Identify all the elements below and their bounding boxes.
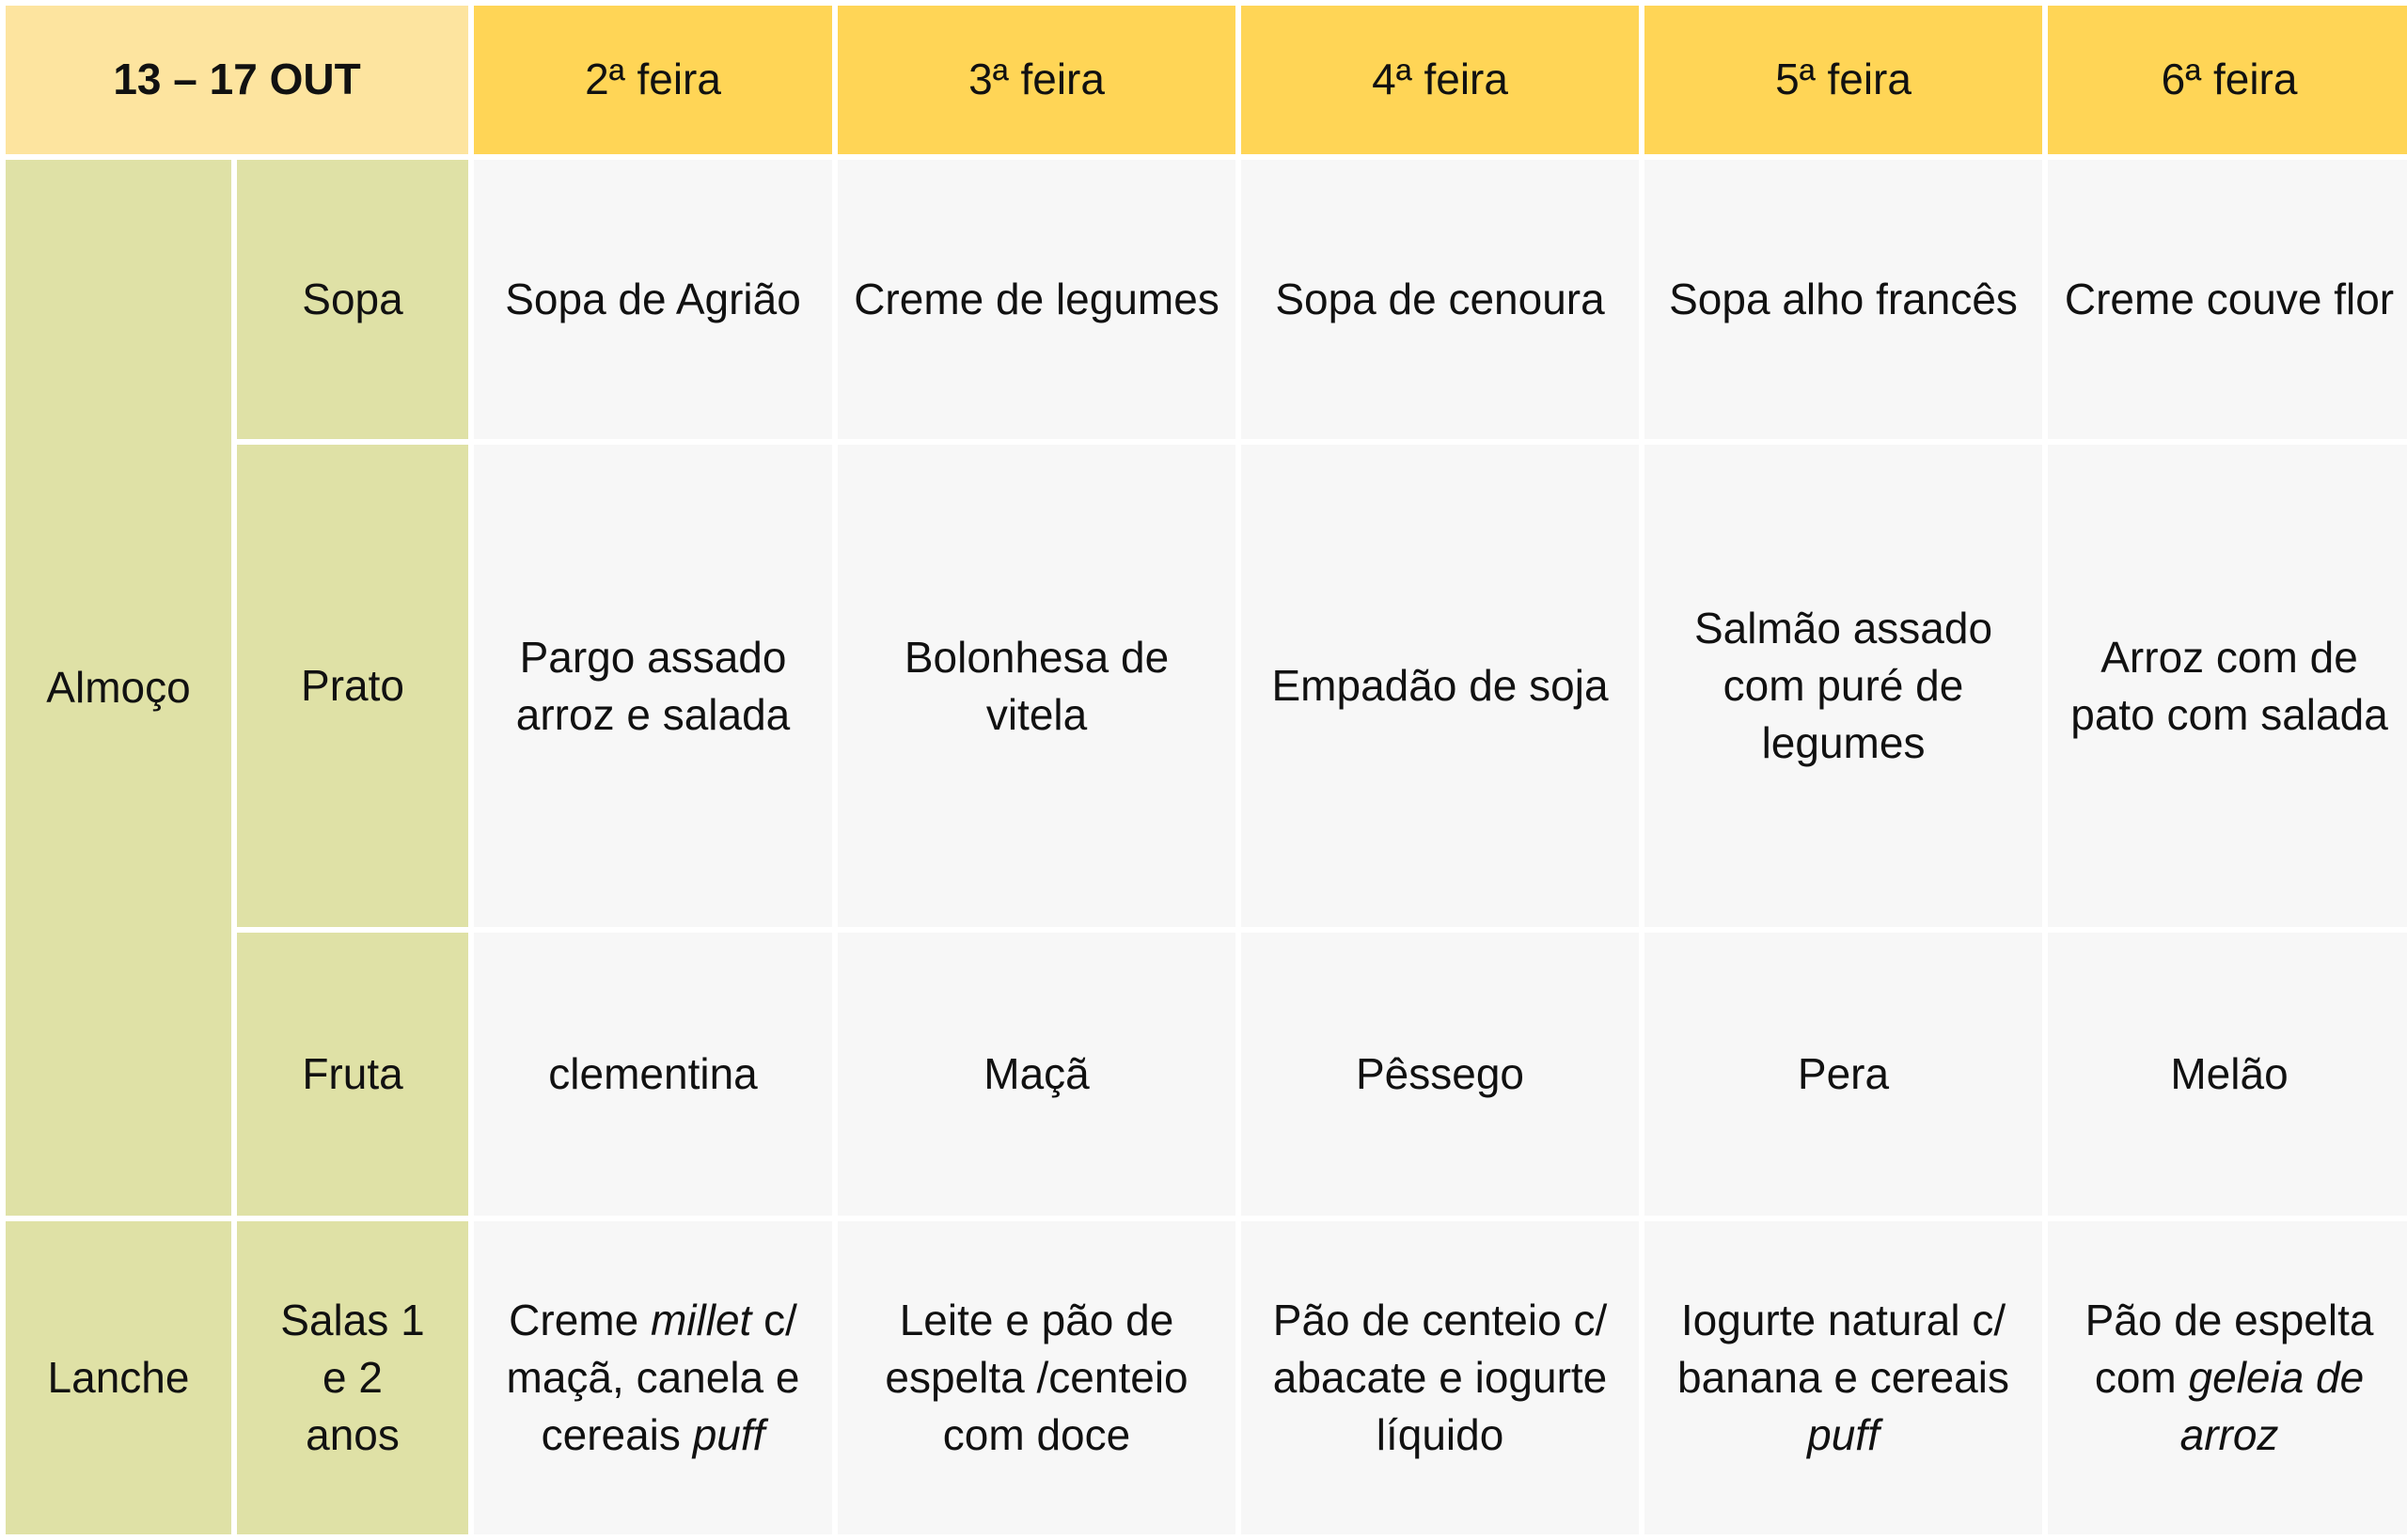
row-label-fruta: Fruta [237, 933, 468, 1217]
section-label-almoco: Almoço [6, 160, 231, 1217]
section-label-lanche: Lanche [6, 1221, 231, 1534]
prato-cell-friday: Arroz com de pato com salada [2048, 445, 2407, 927]
row-label-sopa: Sopa [237, 160, 468, 439]
day-header-monday: 2ª feira [474, 6, 832, 154]
fruta-cell-wednesday: Pêssego [1241, 933, 1639, 1217]
prato-cell-monday: Pargo assado arroz e salada [474, 445, 832, 927]
fruta-cell-tuesday: Maçã [838, 933, 1235, 1217]
lanche-cell-thursday [1644, 1221, 2042, 1534]
fruta-cell-thursday: Pera [1644, 933, 2042, 1217]
sopa-cell-wednesday: Sopa de cenoura [1241, 160, 1639, 439]
lanche-cell-wednesday [1241, 1221, 1639, 1534]
fruta-row [6, 933, 2407, 1217]
lanche-monday-italic-1: millet [650, 1296, 752, 1345]
header-row [6, 6, 2407, 154]
row-label-salas-text: Salas 1 e 2 anos [280, 1296, 425, 1460]
day-header-tuesday: 3ª feira [838, 6, 1235, 154]
lanche-monday-italic-2: puff [692, 1410, 765, 1460]
sopa-cell-tuesday: Creme de legumes [838, 160, 1235, 439]
prato-row [6, 445, 2407, 927]
lanche-wednesday-text: Pão de centeio c/ abacate e iogurte líquido [1272, 1296, 1608, 1460]
lanche-cell-monday [474, 1221, 832, 1534]
lanche-cell-friday [2048, 1221, 2407, 1534]
prato-cell-tuesday: Bolonhesa de vitela [838, 445, 1235, 927]
day-header-thursday: 5ª feira [1644, 6, 2042, 154]
sopa-cell-monday: Sopa de Agrião [474, 160, 832, 439]
sopa-row [6, 160, 2407, 439]
lanche-tuesday-text: Leite e pão de espelta /centeio com doce [885, 1296, 1188, 1460]
lanche-friday-text: Pão de espelta com [2084, 1296, 2374, 1403]
row-label-prato: Prato [237, 445, 468, 927]
lanche-monday-text-1: Creme [509, 1296, 651, 1345]
fruta-cell-monday: clementina [474, 933, 832, 1217]
lanche-thursday-italic: puff [1807, 1410, 1880, 1460]
lanche-friday-italic: geleia de arroz [2179, 1353, 2365, 1460]
day-header-friday: 6ª feira [2048, 6, 2407, 154]
lanche-cell-tuesday [838, 1221, 1235, 1534]
fruta-cell-friday: Melão [2048, 933, 2407, 1217]
lanche-row [6, 1221, 2407, 1534]
row-label-salas [237, 1221, 468, 1534]
sopa-cell-thursday: Sopa alho francês [1644, 160, 2042, 439]
lanche-thursday-text: Iogurte natural c/ banana e cereais [1677, 1296, 2009, 1403]
prato-cell-thursday: Salmão assado com puré de legumes [1644, 445, 2042, 927]
prato-cell-wednesday: Empadão de soja [1241, 445, 1639, 927]
day-header-wednesday: 4ª feira [1241, 6, 1639, 154]
week-label: 13 – 17 OUT [6, 6, 468, 154]
lanche-monday-text-2: c/ maçã, canela e cereais [506, 1296, 800, 1460]
sopa-cell-friday: Creme couve flor [2048, 160, 2407, 439]
